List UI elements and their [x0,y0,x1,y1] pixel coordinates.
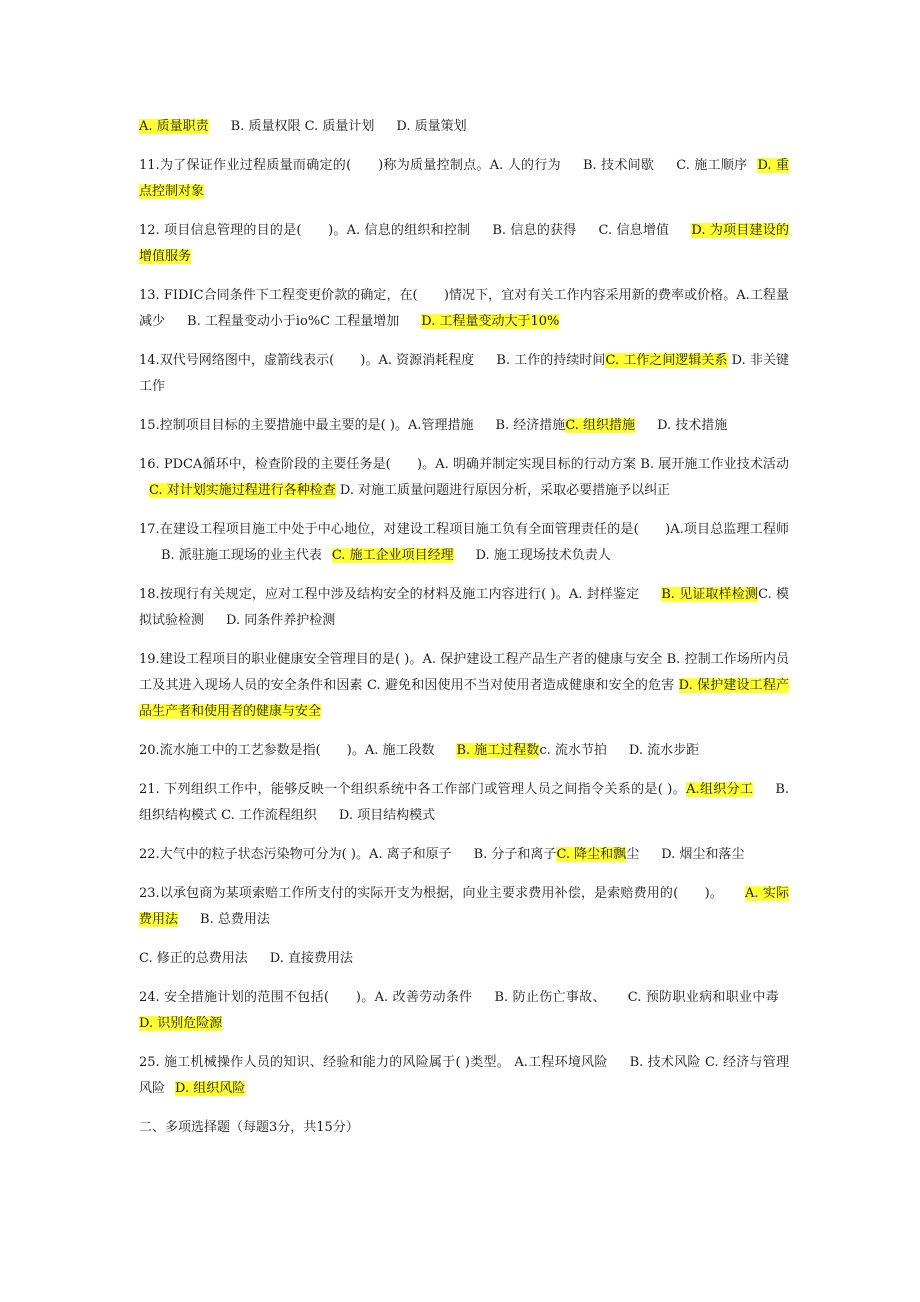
question-stem: 25. 施工机械操作人员的知识、经验和能力的风险属于( )类型。 A.工程环境风险 [139,1055,608,1070]
question-10-options [139,114,789,140]
option-c: C. 预防职业病和职业中毒 [627,990,779,1005]
option-b: B. 防止伤亡事故、 [494,990,606,1005]
option-d: D. 同条件养护检测 [226,613,336,628]
question-stem: 16. PDCA循环中，检查阶段的主要任务是( )。A. 明确并制定实现目标的行动方案 B. 展开施工作业技术活动 [139,457,789,472]
option-d: D. 质量策划 [396,119,467,134]
option-d: D. 项目结构模式 [338,808,436,823]
correct-answer: D. 重点控制对象 [139,158,789,199]
section-title: 二、多项选择题（每题3分，共15分） [139,1120,359,1135]
option-c: C. 模拟试验检测 [139,587,789,628]
question-stem: 12. 项目信息管理的目的是( )。A. 信息的组织和控制 [139,223,471,238]
question-11 [139,153,789,205]
correct-answer: D. 识别危险源 [139,1016,223,1031]
question-17 [139,517,789,569]
correct-answer: A. 质量职责 [139,119,209,134]
option-d: D. 对施工质量问题进行原因分析，采取必要措施予以纠正 [339,483,671,498]
question-stem: 18.按现行有关规定，应对工程中涉及结构安全的材料及施工内容进行( )。A. 封样鉴定 [139,587,640,602]
option-b: B. 分子和离子 [473,847,557,862]
question-stem: 22.大气中的粒子状态污染物可分为( )。A. 离子和原子 [139,847,452,862]
option-d: D. 烟尘和落尘 [661,847,745,862]
question-23 [139,881,789,933]
question-15 [139,413,789,439]
option-b: B. 组织结构模式 C. 工作流程组织 [139,782,789,823]
option-b: B. 工程量变动小于io%C 工程量增加 [187,314,400,329]
question-25 [139,1050,789,1102]
option-d: D. 技术措施 [657,418,728,433]
option-c: C. 质量计划 [304,119,375,134]
option-d: D. 非关键工作 [139,353,789,394]
option-b: B. 技术风险 C. 经济与管理风险 [139,1055,789,1096]
question-20 [139,738,789,764]
answer-tail: 尘 [626,847,640,862]
question-stem: 15.控制项目目标的主要措施中最主要的是( )。A.管理措施 [139,418,474,433]
option-b: B. 信息的获得 [492,223,577,238]
question-22 [139,842,789,868]
question-stem: 19.建设工程项目的职业健康安全管理目的是( )。A. 保护建设工程产品生产者的健康与安全 B. 控制工作场所内员工及其进入现场人员的安全条件和因素 C. 避免和因使用不当对使用者造成健康和安全的危害 [139,652,789,693]
question-18 [139,582,789,634]
question-stem: 14.双代号网络图中，虚箭线表示( )。A. 资源消耗程度 [139,353,475,368]
option-c: C. 信息增值 [598,223,670,238]
option-c: C. 修正的总费用法 [139,951,248,966]
document-page [139,114,789,1154]
question-stem: 20.流水施工中的工艺参数是指( )。A. 施工段数 [139,743,435,758]
question-23-continued [139,946,789,972]
option-b: B. 经济措施 [495,418,566,433]
question-16 [139,452,789,504]
correct-answer: B. 施工过程数 [456,743,540,758]
option-d: D. 直接费用法 [269,951,353,966]
question-19 [139,647,789,725]
section-heading [139,1115,789,1141]
correct-answer: B. 见证取样检测 [661,587,759,602]
correct-answer: C. 施工企业项目经理 [331,548,454,563]
correct-answer: D. 为项目建设的增值服务 [139,223,789,264]
option-b: B. 工作的持续时间 [496,353,606,368]
correct-answer: D. 工程量变动大于10% [421,314,560,329]
question-stem: 23.以承包商为某项索赔工作所支付的实际开支为根据，向业主要求费用补偿，是索赔费用的( )。 [139,886,724,901]
question-13 [139,283,789,335]
correct-answer: C. 降尘和飘 [556,847,627,862]
option-c: C. 施工顺序 [676,158,748,173]
question-stem: 24. 安全措施计划的范围不包括( )。A. 改善劳动条件 [139,990,473,1005]
question-stem: 21. 下列组织工作中，能够反映一个组织系统中各工作部门或管理人员之间指令关系的是( )。 [139,782,687,797]
option-d: D. 流水步距 [628,743,700,758]
question-24 [139,985,789,1037]
correct-answer: A.组织分工 [686,782,754,797]
correct-answer: A. 实际费用法 [139,886,789,927]
correct-answer: D. 组织风险 [175,1081,246,1096]
question-stem: 11.为了保证作业过程质量而确定的( )称为质量控制点。A. 人的行为 [139,158,561,173]
question-stem: 13. FIDIC合同条件下工程变更价款的确定，在( )情况下，宜对有关工作内容采用新的费率或价格。A.工程量减少 [139,288,789,329]
option-b: B. 质量权限 [230,119,301,134]
correct-answer: C. 工作之间逻辑关系 [605,353,728,368]
option-b: B. 派驻施工现场的业主代表 [161,548,322,563]
option-b: B. 总费用法 [200,912,270,927]
question-21 [139,777,789,829]
correct-answer: C. 组织措施 [565,418,636,433]
question-12 [139,218,789,270]
question-stem: 17.在建设工程项目施工中处于中心地位，对建设工程项目施工负有全面管理责任的是( )A.项目总监理工程师 [139,522,789,537]
question-14 [139,348,789,400]
option-b: B. 技术间歇 [582,158,655,173]
correct-answer: D. 保护建设工程产品生产者和使用者的健康与安全 [139,678,789,719]
option-c: c. 流水节拍 [539,743,607,758]
option-d: D. 施工现场技术负责人 [475,548,611,563]
correct-answer: C. 对计划实施过程进行各种检查 [149,483,336,498]
